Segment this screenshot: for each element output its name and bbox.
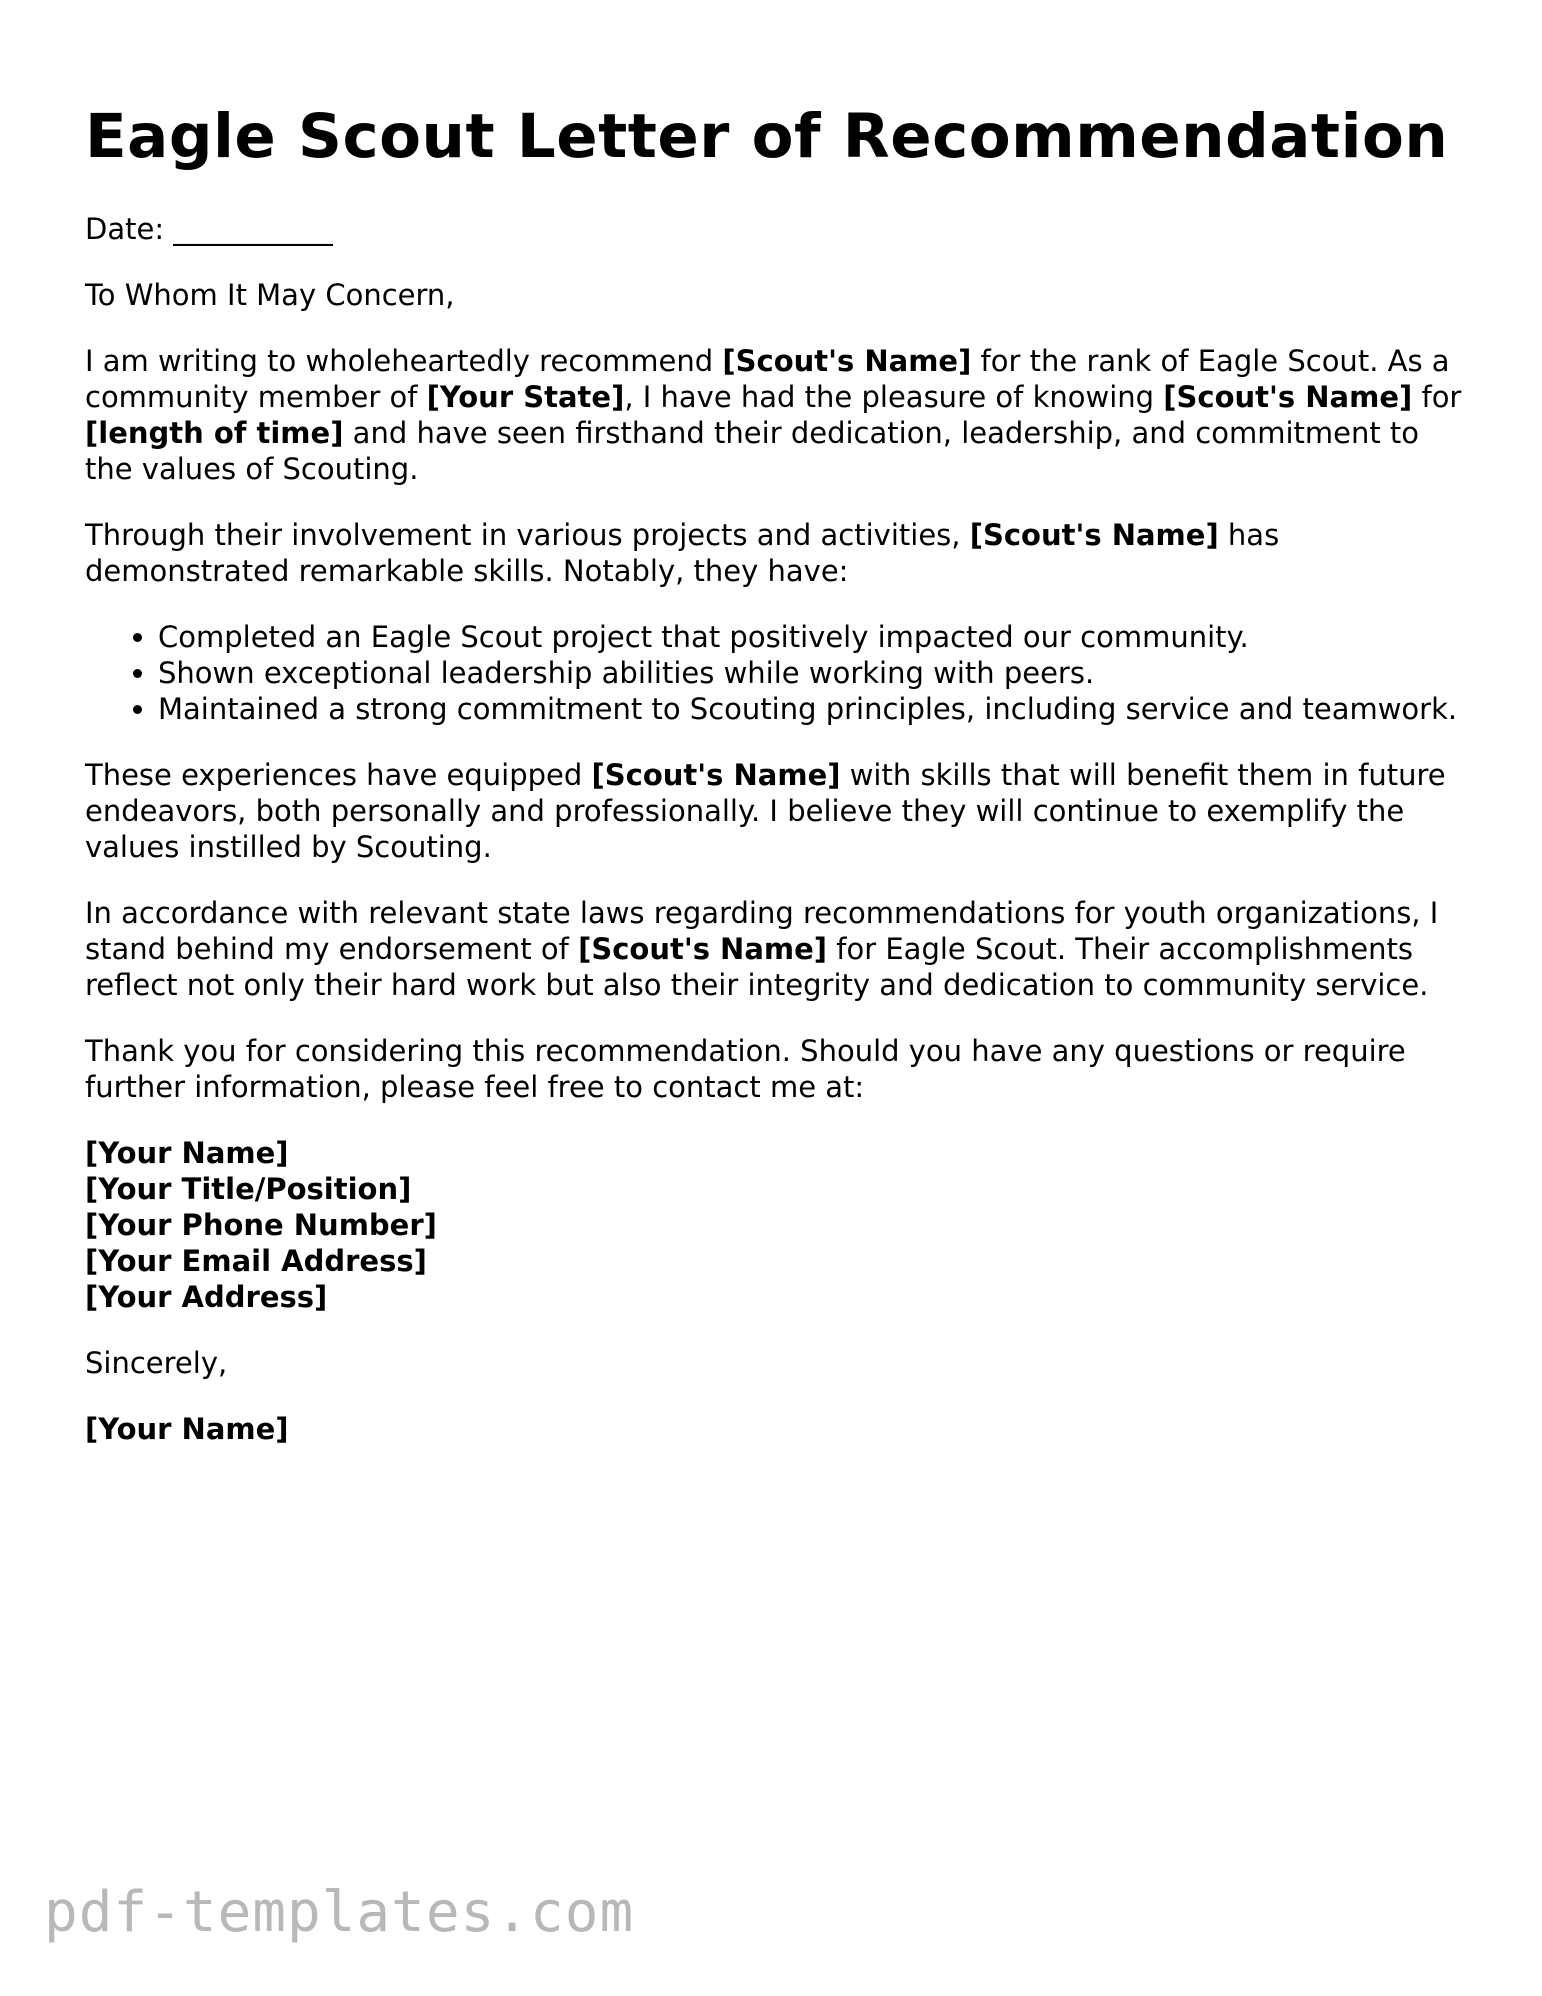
contact-address: [Your Address] <box>85 1280 328 1315</box>
date-line: Date: ___________ <box>85 212 333 247</box>
accomplishments-list <box>85 619 1465 727</box>
involvement-text-1: Through their involvement in various projects and activities, <box>85 518 970 553</box>
paragraph-experiences <box>85 757 1465 865</box>
salutation: To Whom It May Concern, <box>85 278 455 313</box>
list-item: • Completed an Eagle Scout project that positively impacted our community. <box>158 619 1465 655</box>
scout-name-placeholder: [Scout's Name] <box>1163 380 1413 415</box>
paragraph-endorsement <box>85 895 1465 1003</box>
page-title: Eagle Scout Letter of Recommendation <box>85 101 1449 172</box>
endorsement-text-1: In accordance with relevant state laws regarding recommendations for youth organizations, I stand behind my endorsement of <box>85 896 1439 967</box>
contact-name: [Your Name] <box>85 1136 289 1171</box>
scout-name-placeholder: [Scout's Name] <box>969 518 1219 553</box>
endorsement-text-2: for Eagle Scout. Their accomplishments reflect not only their hard work but also their integrity and dedication to community service. <box>85 932 1429 1003</box>
contact-phone: [Your Phone Number] <box>85 1208 437 1243</box>
contact-title: [Your Title/Position] <box>85 1172 412 1207</box>
intro-text-3: , I have had the pleasure of knowing <box>624 380 1164 415</box>
scout-name-placeholder: [Scout's Name] <box>591 758 841 793</box>
scout-name-placeholder: [Scout's Name] <box>578 932 828 967</box>
length-of-time-placeholder: [length of time] <box>85 416 344 451</box>
paragraph-thank-you: Thank you for considering this recommendation. Should you have any questions or require further information, please feel free to contact me at: <box>85 1034 1406 1105</box>
contact-email: [Your Email Address] <box>85 1244 427 1279</box>
list-item: • Maintained a strong commitment to Scouting principles, including service and teamwork. <box>158 691 1465 727</box>
state-placeholder: [Your State] <box>426 380 625 415</box>
signature-placeholder: [Your Name] <box>85 1412 289 1447</box>
experiences-text-1: These experiences have equipped <box>85 758 592 793</box>
letter-page <box>85 100 1465 1477</box>
paragraph-intro <box>85 343 1465 487</box>
paragraph-involvement <box>85 517 1465 589</box>
contact-block <box>85 1135 1465 1315</box>
signature-name <box>85 1411 1465 1447</box>
intro-text-2: for the rank of Eagle Scout. As a community member of <box>85 344 1450 415</box>
closing: Sincerely, <box>85 1346 228 1381</box>
watermark: pdf-templates.com <box>44 1880 635 1945</box>
scout-name-placeholder: [Scout's Name] <box>722 344 972 379</box>
intro-text-1: I am writing to wholeheartedly recommend <box>85 344 723 379</box>
experiences-text-2: with skills that will benefit them in future endeavors, both personally and professionally. I believe they will continue to exemplify the values instilled by Scouting. <box>85 758 1446 865</box>
intro-text-4: for <box>1412 380 1462 415</box>
intro-text-5: and have seen firsthand their dedication, leadership, and commitment to the values of Scouting. <box>85 416 1420 487</box>
involvement-text-2: has demonstrated remarkable skills. Notably, they have: <box>85 518 1280 589</box>
list-item: • Shown exceptional leadership abilities while working with peers. <box>158 655 1465 691</box>
